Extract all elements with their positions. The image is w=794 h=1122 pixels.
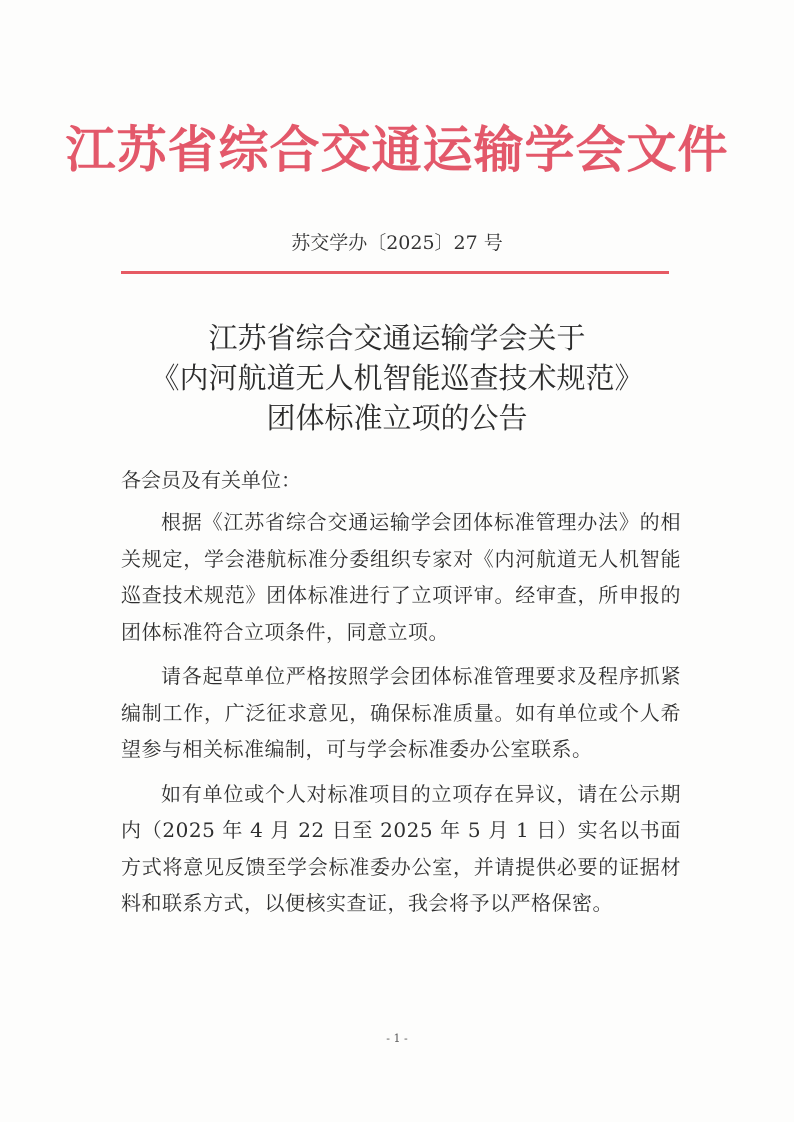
- notice-title: [0, 318, 794, 438]
- paragraph-3: 如有单位或个人对标准项目的立项存在异议，请在公示期内（2025 年 4 月 22 日至 2025 年 5 月 1 日）实名以书面方式将意见反馈至学会标准委办公室，并请提供必要的证据材料和联系方式，以便核实查证，我会将予以严格保密。: [121, 781, 681, 915]
- page-number: - 1 -: [386, 1032, 408, 1045]
- notice-body: [121, 462, 681, 930]
- title-line-2: 《内河航道无人机智能巡查技术规范》: [150, 361, 644, 395]
- document-number: 苏交学办〔2025〕27 号: [291, 232, 503, 254]
- salutation: 各会员及有关单位：: [121, 468, 301, 492]
- red-divider-line: [121, 271, 669, 274]
- paragraph-1: 根据《江苏省综合交通运输学会团体标准管理办法》的相关规定，学会港航标准分委组织专家对《内河航道无人机智能巡查技术规范》团体标准进行了立项评审。经审查，所申报的团体标准符合立项条件，同意立项。: [121, 510, 681, 644]
- title-line-1: 江苏省综合交通运输学会关于: [208, 321, 586, 355]
- title-line-3: 团体标准立项的公告: [266, 401, 528, 435]
- paragraph-2: 请各起草单位严格按照学会团体标准管理要求及程序抓紧编制工作，广泛征求意见，确保标准质量。如有单位或个人希望参与相关标准编制，可与学会标准委办公室联系。: [121, 664, 681, 761]
- org-header-title: 江苏省综合交通运输学会文件: [65, 120, 729, 179]
